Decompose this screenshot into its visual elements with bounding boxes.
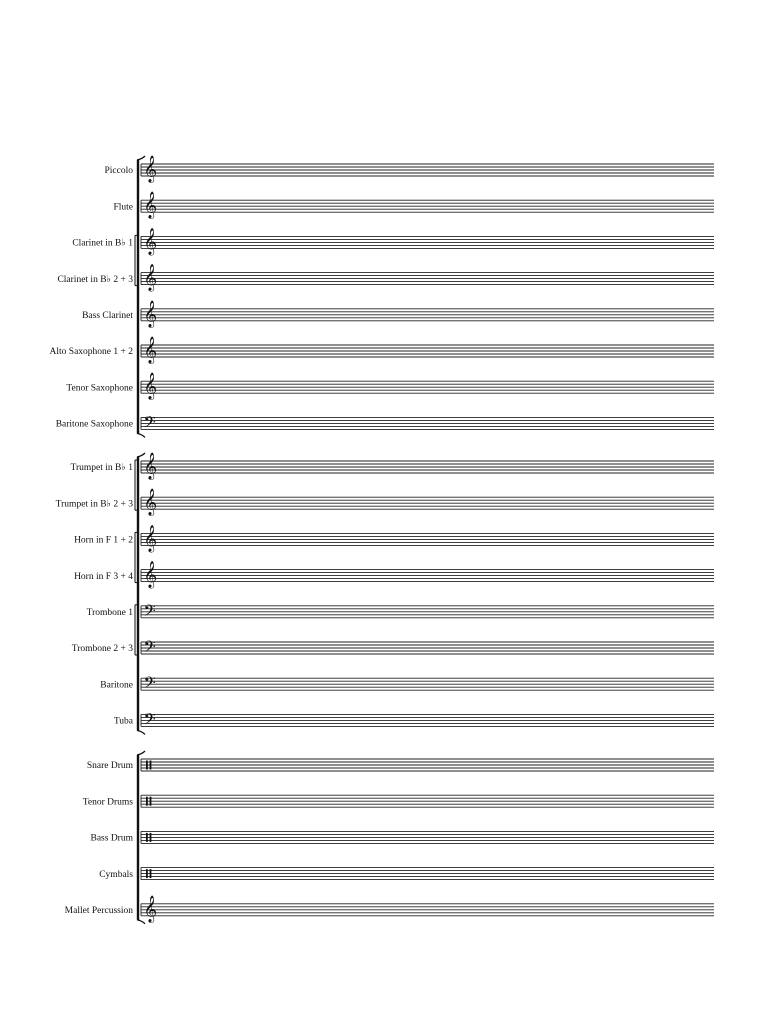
treble-clef-icon: 𝄞 bbox=[143, 525, 158, 552]
treble-clef-icon: 𝄞 bbox=[143, 301, 158, 328]
instrument-label: Horn in F 3 + 4 bbox=[74, 571, 133, 582]
staff bbox=[56, 490, 714, 517]
instrument-label: Tenor Drums bbox=[82, 797, 133, 808]
instrument-label: Snare Drum bbox=[86, 761, 133, 772]
treble-clef-icon: 𝄞 bbox=[143, 562, 158, 589]
staff bbox=[71, 454, 714, 481]
staff bbox=[56, 413, 714, 435]
instrument-label: Flute bbox=[113, 202, 133, 213]
staff-group-woodwinds bbox=[50, 156, 714, 437]
bass-clef-icon: 𝄢 bbox=[143, 601, 156, 624]
instrument-label: Bass Drum bbox=[90, 833, 133, 844]
instrument-label: Horn in F 1 + 2 bbox=[74, 535, 133, 546]
instrument-label: Baritone Saxophone bbox=[55, 419, 133, 430]
instrument-label: Tuba bbox=[113, 716, 133, 727]
instrument-label: Baritone bbox=[100, 680, 133, 691]
treble-clef-icon: 𝄞 bbox=[143, 896, 158, 923]
staff bbox=[87, 602, 714, 624]
instrument-label: Alto Saxophone 1 + 2 bbox=[49, 347, 133, 358]
bass-clef-icon: 𝄢 bbox=[143, 413, 156, 436]
staff bbox=[113, 193, 714, 220]
staff bbox=[72, 229, 714, 256]
treble-clef-icon: 𝄞 bbox=[143, 265, 158, 292]
instrument-label: Piccolo bbox=[104, 166, 133, 177]
staff bbox=[74, 526, 714, 553]
treble-clef-icon: 𝄞 bbox=[143, 337, 158, 364]
bass-clef-icon: 𝄢 bbox=[143, 674, 156, 697]
bass-clef-icon: 𝄢 bbox=[143, 710, 156, 733]
instrument-label: Mallet Percussion bbox=[64, 906, 133, 916]
instrument-label: Bass Clarinet bbox=[82, 311, 133, 321]
staff bbox=[82, 301, 714, 328]
instrument-label: Cymbals bbox=[99, 869, 133, 880]
treble-clef-icon: 𝄞 bbox=[143, 192, 158, 219]
staff bbox=[74, 562, 714, 589]
staff-group-brass bbox=[56, 453, 714, 734]
instrument-label: Tenor Saxophone bbox=[66, 383, 133, 394]
treble-clef-icon: 𝄞 bbox=[143, 228, 158, 255]
staff bbox=[91, 831, 715, 843]
staff bbox=[66, 374, 714, 401]
instrument-label: Trombone 1 bbox=[86, 608, 133, 618]
staff bbox=[114, 710, 714, 732]
treble-clef-icon: 𝄞 bbox=[143, 156, 158, 183]
staff bbox=[50, 338, 714, 365]
instrument-label: Trumpet in B♭ 1 bbox=[70, 463, 133, 474]
treble-clef-icon: 𝄞 bbox=[143, 453, 158, 480]
staff bbox=[83, 795, 714, 807]
staff bbox=[87, 759, 714, 771]
staff bbox=[105, 157, 715, 184]
staff-group-percussion bbox=[65, 751, 714, 924]
staff bbox=[99, 868, 714, 880]
instrument-label: Clarinet in B♭ 2 + 3 bbox=[57, 274, 133, 285]
staff bbox=[72, 638, 714, 660]
instrument-label: Trombone 2 + 3 bbox=[71, 644, 133, 655]
treble-clef-icon: 𝄞 bbox=[143, 373, 158, 400]
instrument-label: Clarinet in B♭ 1 bbox=[72, 238, 133, 249]
staff bbox=[65, 896, 714, 923]
staff bbox=[57, 265, 714, 292]
treble-clef-icon: 𝄞 bbox=[143, 489, 158, 516]
instrument-label: Trumpet in B♭ 2 + 3 bbox=[55, 499, 133, 510]
staff bbox=[100, 674, 714, 696]
bass-clef-icon: 𝄢 bbox=[143, 638, 156, 660]
